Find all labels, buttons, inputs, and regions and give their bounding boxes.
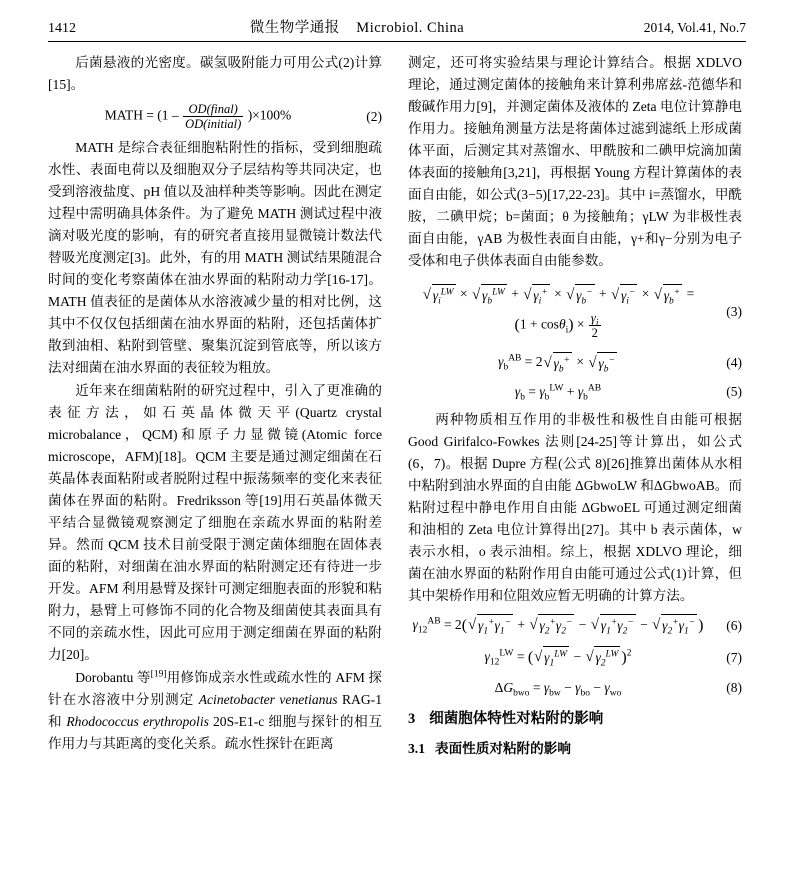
- header-divider: [48, 41, 746, 42]
- section-3-title: 细菌胞体特性对粘附的影响: [429, 711, 604, 728]
- paragraph-left-1: 后菌悬液的光密度。碳氢吸附能力可用公式(2)计算[15]。: [48, 55, 382, 93]
- equation-3-body: [408, 278, 708, 345]
- equation-3-line2: (1 + cosθ$_i$) × $\frac{\gamma_i}{2}$: [514, 311, 599, 341]
- section-3-number: 3: [408, 711, 416, 728]
- paragraph-right-1: 测定，还可将实验结果与理论计算结合。根据 XDLVO 理论，通过测定菌体的接触角来计算利弗席兹-范德华和酸碱作用力[9]，并测定菌体及液体的 Zeta 电位计算静电作用力。接触角测量方法是将菌体过滤到滤纸上形成菌体平面，后测定其对蒸馏水、甲酰胺和二碘甲烷滴加菌体表面的接触角[3,21]，再根据 Young 方程计算菌体的表面自由能，如公式(3−5)[17,22-23]。其中 i=蒸馏水，甲酰胺，二碘甲烷；b=菌面；θ 为接触角；γLW 为非极性表面自由能，γAB 为极性表面自由能，γ+和γ−分别为电子受体和电子供体表面自由能参数。: [408, 55, 743, 269]
- journal-title-cn: 微生物学通报: [249, 20, 340, 36]
- equation-6-number: (6): [726, 617, 742, 633]
- equation-8-number: (8): [726, 679, 742, 695]
- paragraph-left-3: 近年来在细菌粘附的研究过程中，引入了更准确的表征方法，如石英晶体微天平(Quartz crystal microbalance，QCM)和原子力显微镜(Atomic force microscope，AFM)[18]。QCM 主要是通过测定细菌在石英晶体表面粘附或者脱附过程中振荡频率的变化来表征菌体在界面的粘附。Fredriksson 等[19]用石英晶体微天平结合显微镜观察测定了细胞在亲疏水界面的粘附差异。然而 QCM 技术目前受限于测定菌体细胞在固体表面的粘附，对细菌在油水界面的粘附测定还有待进一步开发。AFM 利用悬臂及探针可测定细胞表面的形貌和粘附力，悬臂上可修饰不同的化合物及细菌使其表面具有不同的亲疏水性，因此可应用于测定细菌在界面的粘附力[20]。: [48, 383, 382, 663]
- equation-3-number: (3): [726, 303, 742, 319]
- right-column: [408, 52, 742, 852]
- paragraph-left-4-c: RAG-1 和: [48, 692, 382, 730]
- section-3-1-title: 表面性质对粘附的影响: [435, 740, 571, 756]
- equation-2-denominator: OD(initial): [185, 117, 242, 132]
- equation-2: [48, 102, 382, 131]
- paragraph-left-4-b: 用修饰成亲水性或疏水性的 AFM 探针在水溶液中分别测定: [48, 670, 382, 708]
- equation-8-body: $\Delta G_{bwo} = \gamma_{bw} - \gamma_{bo} - \gamma_{wo}$: [494, 679, 622, 699]
- equation-6: [408, 613, 742, 639]
- page-header: [48, 0, 746, 41]
- journal-title: [108, 16, 606, 37]
- equation-2-tail: )×100%: [247, 107, 292, 123]
- equation-3-line1: √ $\gamma_i^{LW}$ × √ $\gamma_b^{LW}$ + √ $\gamma_i^+$ × √ $\gamma_b^-$ + √ $\gamma_i^-$ × √ $\gamma_b^+$ =: [408, 283, 708, 306]
- page-number: 1412: [48, 21, 76, 36]
- section-heading-3-1: [408, 738, 742, 760]
- equation-2-body: [48, 102, 348, 131]
- equation-2-lhs: MATH = (1 –: [104, 107, 179, 123]
- left-column: [48, 52, 382, 852]
- paragraph-left-4-a: Dorobantu 等: [75, 670, 151, 686]
- equation-8: [408, 677, 742, 699]
- equation-5: [408, 381, 742, 403]
- equation-5-body: $\gamma_b = \gamma_b^{LW} + \gamma_b^{AB}$: [514, 383, 602, 403]
- equation-7: [408, 645, 742, 671]
- equation-4-number: (4): [726, 355, 742, 371]
- issue-info: 2014, Vol.41, No.7: [643, 20, 746, 35]
- ref-19: [19]: [150, 669, 167, 680]
- equation-4: [408, 351, 742, 374]
- section-heading-3: [408, 708, 742, 731]
- equation-2-fraction: [183, 102, 243, 131]
- equation-2-number: (2): [366, 108, 382, 124]
- species-name-2: Rhodococcus erythropolis: [66, 714, 209, 730]
- equation-7-number: (7): [726, 649, 742, 665]
- equation-6-body: $\gamma_{12}^{AB} = 2$( √ $\gamma_1^+\gamma_1^-$ + √ $\gamma_2^+\gamma_2^-$ − √ $\gamma_1^+\gamma_2^-$ − √ $\gamma_2^+\gamma_1^-$ ): [408, 613, 708, 639]
- paragraph-right-2: 两种物质相互作用的非极性和极性自由能可根据 Good Girifalco-Fowkes 法则[24-25]等计算出，如公式(6，7)。根据 Dupre 方程(公式 8)[26]推算出菌体从水相中粘附到油水界面的自由能 ΔGbwoLW 和ΔGbwoAB。而粘附过程中静电作用自由能 ΔGbwoEL 可通过测定细菌和油相的 Zeta 电位计算得出[27]。其中 b 表示菌体，w 表示水相，o 表示油相。综上，根据 XDLVO 理论，细菌在油水界面的粘附作用自由能可通过公式(1)计算，但其中架桥作用和位阻效应暂无明确的计算方法。: [408, 411, 742, 603]
- species-name-1: Acinetobacter venetianus: [198, 692, 338, 708]
- paragraph-left-2: MATH 是综合表征细胞粘附性的指标，受到细胞疏水性、表面电荷以及细胞双分子层结构等共同决定，也受到溶液盐度、pH 值以及油样种类等影响。因此在测定过程中需明确具体条件。为了避免 MATH 测试过程中液滴对吸光度的影响，有的研究者直接用显微镜计数法代替吸光度测定[3]。此外，有的用 MATH 测试结果随混合时间的变化考察菌体在油水界面的粘附动力学[16-17]。MATH 值表征的是菌体从水溶液减少量的相对比例，这其中不仅仅包括细菌在油水界面的粘附，还包括菌体扩散到油相、粘附到管壁、聚集沉淀到管底等，所以该方法对细菌在油水界面的表征较为粗放。: [48, 140, 382, 376]
- article-body: [48, 52, 746, 852]
- equation-7-body: $\gamma_{12}^{LW}$ = ( √ $\gamma_1^{LW}$ − √ $\gamma_2^{LW}$ )$^2$: [408, 645, 708, 671]
- journal-title-en: Microbiol. China: [356, 20, 465, 36]
- equation-2-numerator: OD(final): [183, 102, 243, 117]
- section-3-1-number: 3.1: [408, 740, 425, 756]
- equation-4-body: $\gamma_b^{AB} = 2$ √ $\gamma_b^+$ × √ $\gamma_b^-$: [408, 351, 708, 374]
- equation-3: [408, 278, 742, 345]
- paragraph-left-4: [48, 667, 382, 755]
- paragraph-left-4-d: 20S-E1-c 细胞与探针的相互作用力与其距离的变化关系。疏水性探针在距离: [48, 714, 382, 752]
- equation-5-number: (5): [726, 383, 742, 399]
